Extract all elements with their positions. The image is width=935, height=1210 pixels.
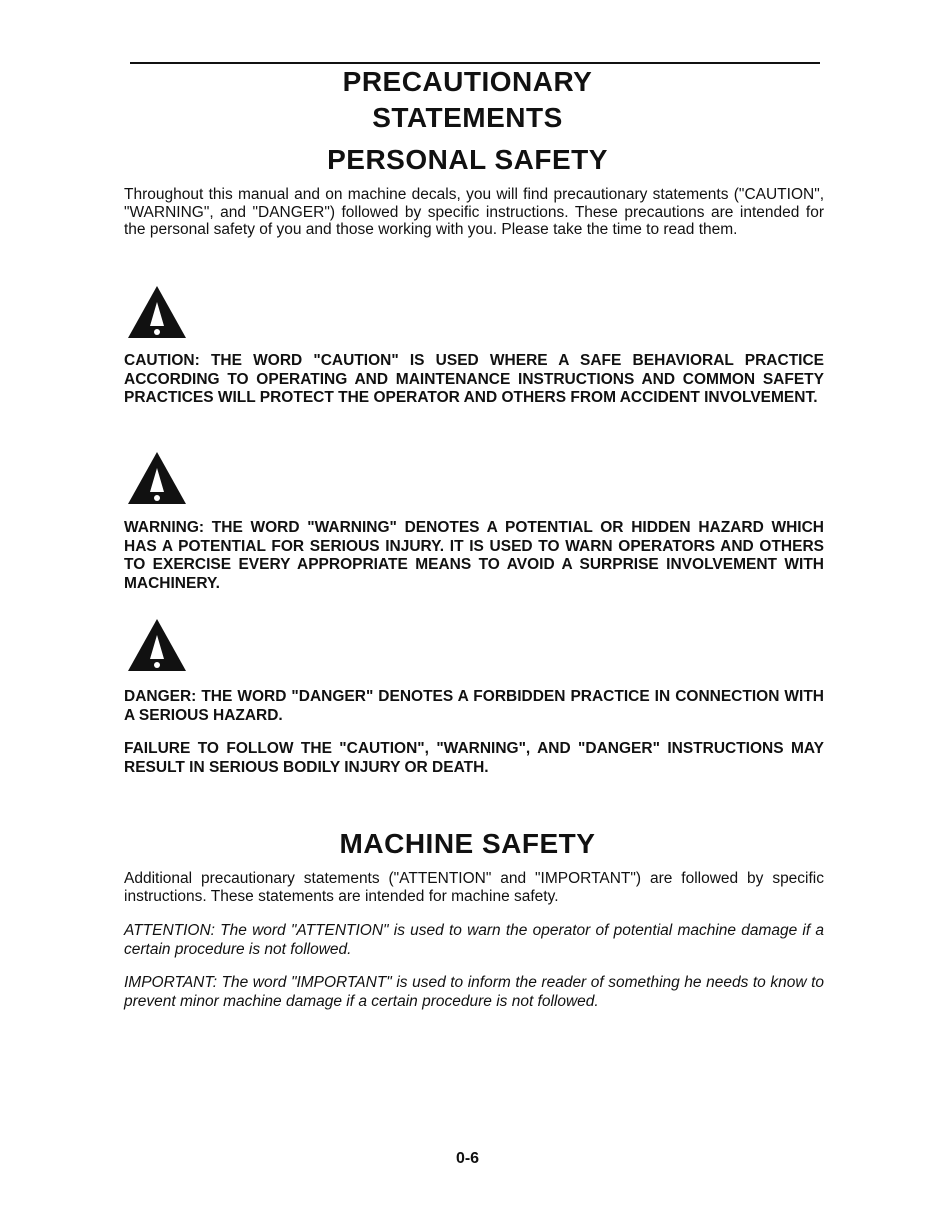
warning-triangle-icon: [126, 450, 188, 506]
caution-statement: CAUTION: THE WORD "CAUTION" IS USED WHERE A SAFE BEHAVIORAL PRACTICE ACCORDING TO OPERATING AND MAINTENANCE INSTRUCTIONS AND COMMON SAFETY PRACTICES WILL PROTECT THE OPERATOR AND OTHERS FROM ACCIDENT INVOLVEMENT.: [124, 352, 824, 406]
danger-statement: DANGER: THE WORD "DANGER" DENOTES A FORBIDDEN PRACTICE IN CONNECTION WITH A SERIOUS HAZARD.: [124, 688, 824, 724]
attention-statement: ATTENTION: The word "ATTENTION" is used to warn the operator of potential machine damage if a certain procedure is not followed.: [124, 922, 824, 958]
machine-safety-heading: MACHINE SAFETY: [339, 828, 596, 859]
personal-safety-heading: PERSONAL SAFETY: [327, 144, 608, 175]
page-number: 0-6: [455, 1150, 480, 1167]
page-title: [0, 64, 935, 136]
page-title-line-1: PRECAUTIONARY: [342, 66, 593, 97]
machine-safety-intro: Additional precautionary statements ("ATTENTION" and "IMPORTANT") are followed by specific instructions. These statements are intended for machine safety.: [124, 870, 824, 905]
warning-triangle-icon: [126, 617, 188, 673]
page-title-line-2: STATEMENTS: [372, 102, 563, 133]
personal-safety-intro: Throughout this manual and on machine decals, you will find precautionary statements ("CAUTION", "WARNING", and "DANGER") followed by specific instructions. These precautions are intended for the personal safety of you and those working with you. Please take the time to read them.: [124, 186, 824, 238]
warning-statement: WARNING: THE WORD "WARNING" DENOTES A POTENTIAL OR HIDDEN HAZARD WHICH HAS A POTENTIAL FOR SERIOUS INJURY. IT IS USED TO WARN OPERATORS AND OTHERS TO EXERCISE EVERY APPROPRIATE MEANS TO AVOID A SURPRISE INVOLVEMENT WITH MACHINERY.: [124, 519, 824, 592]
warning-triangle-icon: [126, 284, 188, 340]
failure-statement: FAILURE TO FOLLOW THE "CAUTION", "WARNING", AND "DANGER" INSTRUCTIONS MAY RESULT IN SERIOUS BODILY INJURY OR DEATH.: [124, 740, 824, 776]
important-statement: IMPORTANT: The word "IMPORTANT" is used to inform the reader of something he needs to know to prevent minor machine damage if a certain procedure is not followed.: [124, 974, 824, 1010]
